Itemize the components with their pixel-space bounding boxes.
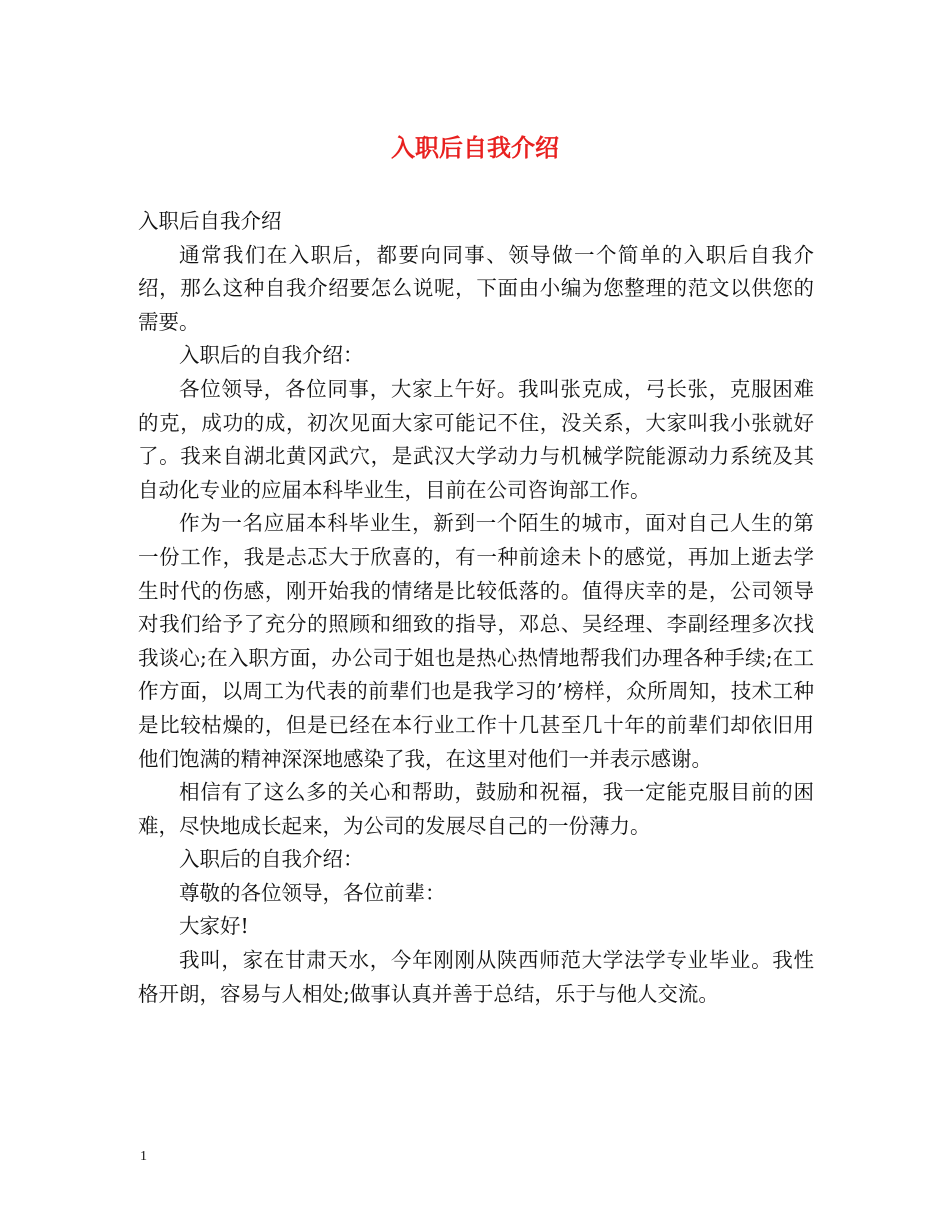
paragraph-experience: 作为一名应届本科毕业生，新到一个陌生的城市，面对自己人生的第一份工作，我是忐忑大于欣喜的，有一种前途未卜的感觉，再加上逝去学生时代的伤感，刚开始我的情绪是比较低落的。值得庆幸的是，公司领导对我们给予了充分的照顾和细致的指导，邓总、吴经理、李副经理多次找我谈心;在入职方面，办公司于姐也是热心热情地帮我们办理各种手续;在工作方面，以周工为代表的前辈们也是我学习的’榜样，众所周知，技术工种是比较枯燥的，但是已经在本行业工作十几甚至几十年的前辈们却依旧用他们饱满的精神深深地感染了我，在这里对他们一并表示感谢。 [138, 511, 814, 771]
paragraph-self-intro: 我叫，家在甘肃天水，今年刚刚从陕西师范大学法学专业毕业。我性格开朗，容易与人相处;做事认真并善于总结，乐于与他人交流。 [138, 948, 814, 1006]
document-title: 入职后自我介绍 [391, 133, 559, 162]
paragraph-section-label-2: 入职后的自我介绍： [179, 847, 364, 872]
paragraph-closing-1: 相信有了这么多的关心和帮助，鼓励和祝福，我一定能克服目前的困难，尽快地成长起来，为公司的发展尽自己的一份薄力。 [138, 780, 814, 838]
document-body [138, 205, 814, 1011]
paragraph-hello: 大家好! [179, 914, 249, 939]
paragraph-salutation: 尊敬的各位领导，各位前辈： [179, 880, 446, 905]
paragraph-section-label-1: 入职后的自我介绍： [179, 343, 364, 368]
page-number: 1 [140, 1149, 147, 1164]
paragraph-heading: 入职后自我介绍 [138, 209, 282, 233]
paragraph-intro: 通常我们在入职后，都要向同事、领导做一个简单的入职后自我介绍，那么这种自我介绍要怎么说呢，下面由小编为您整理的范文以供您的需要。 [138, 242, 814, 334]
paragraph-greeting-1: 各位领导，各位同事，大家上午好。我叫张克成，弓长张，克服困难的克，成功的成，初次见面大家可能记不住，没关系，大家叫我小张就好了。我来自湖北黄冈武穴，是武汉大学动力与机械学院能源动力系统及其自动化专业的应届本科毕业生，目前在公司咨询部工作。 [138, 376, 814, 502]
